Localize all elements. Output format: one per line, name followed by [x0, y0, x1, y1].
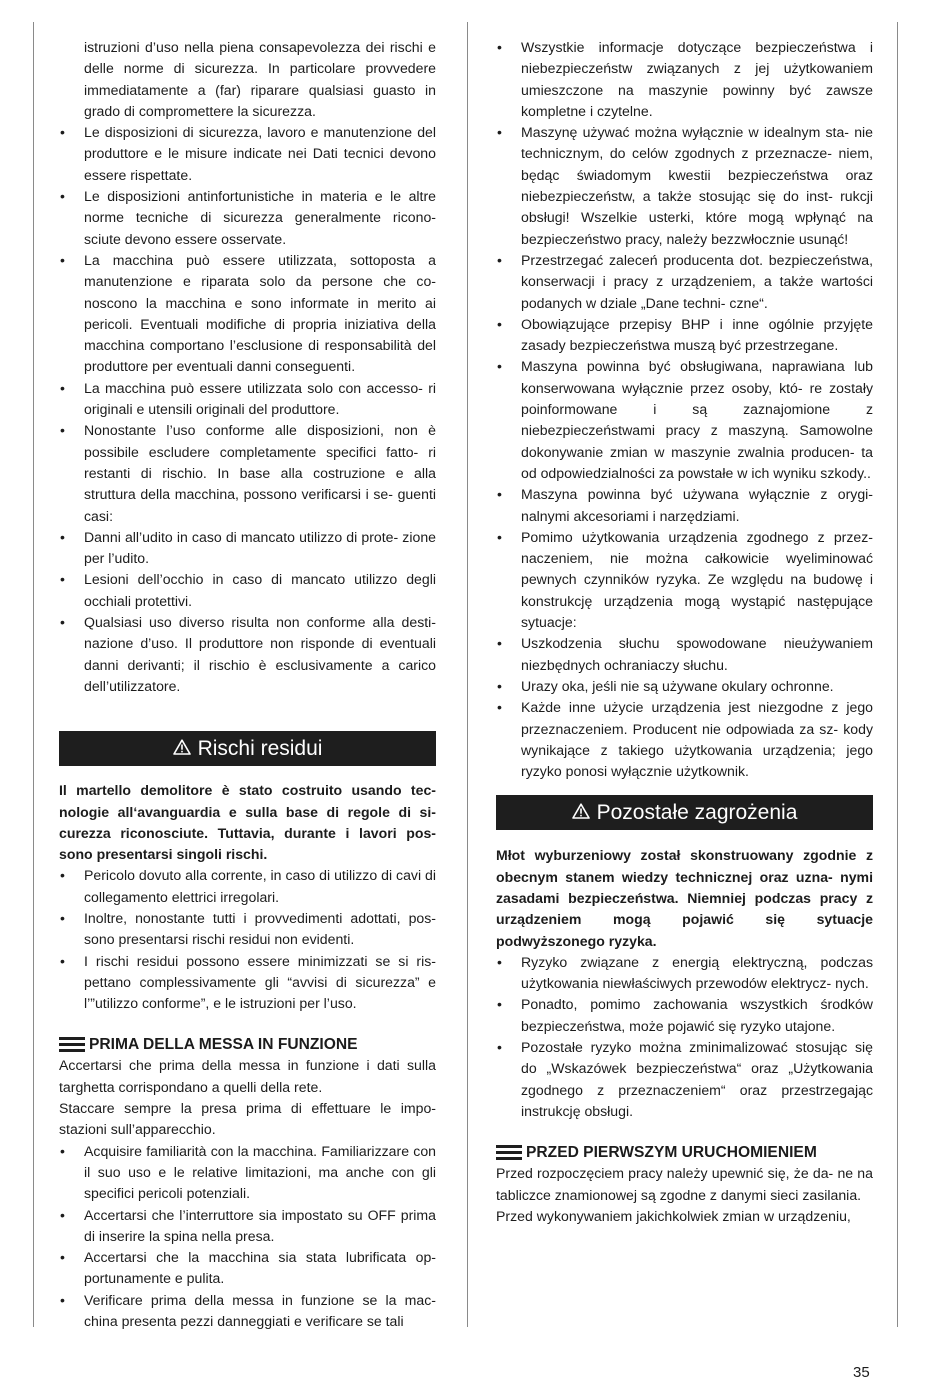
section-title: PRZED PIERWSZYM URUCHOMIENIEM [526, 1144, 817, 1162]
section-banner-rischi-residui [59, 731, 436, 766]
section-heading-przed-pierwszym [496, 1142, 873, 1163]
list-item: • Pomimo użytkowania urządzenia zgodnego z przez- naczeniem, nie można całkowicie wyeliminować pewnych czynników ryzyka. Ze względu na budowę i konstrukcję urządzenia mogą wystąpić następujące sytuacje: [496, 527, 873, 633]
list-item: • Ryzyko związane z energią elektryczną, podczas użytkowania niewłaściwych przewodów elektrycz- nych. [496, 952, 873, 995]
section-banner-pozostale-zagrozenia [496, 795, 873, 830]
list-item: • Maszynę używać można wyłącznie w idealnym sta- nie technicznym, do celów zgodnych z przeznacze- niem, będąc świadomym kwestii bezpieczeństwa oraz niebezpieczeństw, a także stosując się do inst- rukcji obsługi! Wszelkie usterki, które mogą wpłynąć na bezpieczeństwo pracy, należy bezzwłocznie usunąć! [496, 122, 873, 250]
list-item: • I rischi residui possono essere minimizzati se si ris- pettano complessivamente gli “avvisi di sicurezza” e l’”utilizzo conforme”, e le istruzioni per l’uso. [59, 951, 436, 1015]
left-column [59, 37, 436, 1332]
page-number: 35 [853, 1364, 870, 1381]
list-item: • Le disposizioni di sicurezza, lavoro e manutenzione del produttore e le misure indicate nei Dati tecnici devono essere rispettate. [59, 122, 436, 186]
list-item: • Przestrzegać zaleceń producenta dot. bezpieczeństwa, konserwacji i pracy z urządzeniem, a także wartości podanych w dziale „Dane techni- czne“. [496, 250, 873, 314]
list-item: • Ponadto, pomimo zachowania wszystkich środków bezpieczeństwa, może pojawić się ryzyko utajone. [496, 994, 873, 1037]
list-item: • Maszyna powinna być używana wyłącznie z orygi- nalnymi akcesoriami i narzędziami. [496, 484, 873, 527]
section-title: PRIMA DELLA MESSA IN FUNZIONE [89, 1036, 358, 1054]
list-item: • Uszkodzenia słuchu spowodowane nieużywaniem niezbędnych ochraniaczy słuchu. [496, 633, 873, 676]
list-item: • Verificare prima della messa in funzione se la mac- china presenta pezzi danneggiati e verificare se tali [59, 1290, 436, 1333]
list-item: • Accertarsi che l’interruttore sia impostato su OFF prima di inserire la spina nella presa. [59, 1205, 436, 1248]
banner-intro: Il martello demolitore è stato costruito usando tec- nologie all‘avanguardia e sulla base di regole di si- curezza riconosciute. Tuttavia, durante i lavori pos- sono presentarsi singoli rischi. [59, 782, 436, 863]
list-item: • Maszyna powinna być obsługiwana, naprawiana lub konserwowana wyłącznie przez osoby, któ- re zostały poinformowane i są zaznajomione z niebezpieczeństwami pracy z maszyną. Samowolne dokonywanie zmian w maszynie zwalnia producen- ta od odpowiedzialności za powstałe w ich wyniku szkody.. [496, 356, 873, 484]
list-item: • La macchina può essere utilizzata, sottoposta a manutenzione e riparata solo da persone che co- noscono la macchina e sono informate in merito ai pericoli. Eventuali modifiche di propria iniziativa della macchina comportano l’esclusione di responsabilità del produttore per eventuali danni conseguenti. [59, 250, 436, 378]
banner-intro: Młot wyburzeniowy został skonstruowany zgodnie z obecnym stanem wiedzy technicznej oraz uzna- nymi zasadami bezpieczeństwa. Niemniej podczas pracy z urządzeniem mogą pojawić się sytuacje podwyższonego ryzyka. [496, 847, 874, 949]
continued-text [59, 37, 436, 122]
right-column [496, 37, 873, 1227]
list-item: • Nonostante l’uso conforme alle disposizioni, non è possibile escludere completamente specifici fatto- ri restanti di rischio. In base alla costruzione e alla struttura della macchina, possono verificarsi i se- guenti casi: [59, 420, 436, 526]
list-item: • Inoltre, nonostante tutti i provvedimenti adottati, pos- sono presentarsi rischi residui non evidenti. [59, 908, 436, 951]
list-item: • Accertarsi che la macchina sia stata lubrificata op- portunamente e pulita. [59, 1247, 436, 1290]
list-item: • La macchina può essere utilizzata solo con accesso- ri originali e utensili originali del produttore. [59, 378, 436, 421]
column-rule-left [33, 22, 34, 1327]
text-line: e delle norme di sicurezza. In particolare provvedere [84, 39, 436, 77]
text-line: istruzioni d’uso nella piena consapevolezza dei rischi [84, 39, 423, 55]
paragraph: Accertarsi che prima della messa in funzione i dati sulla targhetta corrispondano a quelli della rete. [59, 1057, 436, 1095]
list-item: • Pozostałe ryzyko można zminimalizować stosując się do „Wskazówek bezpieczeństwa“ oraz „Użytkowania zgodnego z przeznaczeniem“ oraz przestrzegając instrukcję obsługi. [496, 1037, 873, 1122]
text-line: immediatamente a (far) riparare qualsiasi guasto in [84, 81, 436, 98]
column-rule-center [467, 22, 468, 1327]
menu-lines-icon [59, 1037, 85, 1052]
paragraph: Przed wykonywaniem jakichkolwiek zmian w urządzeniu, [496, 1207, 851, 1224]
warning-triangle-icon [173, 731, 191, 766]
section-heading-prima-della-messa [59, 1034, 436, 1055]
list-item: • Każde inne użycie urządzenia jest niezgodne z jego przeznaczeniem. Producent nie odpowiada za sz- kody wynikające z takiego użytkowania urządzenia; jego ryzyko ponosi wyłącznie użytkownik. [496, 697, 873, 782]
banner-title: Rischi residui [197, 737, 323, 761]
list-item: • Obowiązujące przepisy BHP i inne ogólnie przyjęte zasady bezpieczeństwa muszą być przestrzegane. [496, 314, 873, 357]
menu-lines-icon [496, 1145, 522, 1160]
text-line: grado di compromettere la sicurezza. [84, 102, 316, 119]
warning-triangle-icon [572, 795, 590, 830]
column-rule-right [897, 22, 898, 1327]
paragraph: Staccare sempre la presa prima di effettuare le impo- stazioni sull’apparecchio. [59, 1100, 436, 1138]
list-item: • Urazy oka, jeśli nie są używane okulary ochronne. [496, 676, 873, 697]
list-item: • Qualsiasi uso diverso risulta non conforme alla desti- nazione d’uso. Il produttore non risponde di eventuali danni derivanti; il rischio è esclusivamente a carico dell’utilizzatore. [59, 612, 436, 697]
list-item: • Danni all’udito in caso di mancato utilizzo di prote- zione per l’udito. [59, 527, 436, 570]
list-item: • Wszystkie informacje dotyczące bezpieczeństwa i niebezpieczeństw związanych z jej użytkowaniem umieszczone na maszynie powinny być zawsze kompletne i czytelne. [496, 37, 873, 122]
paragraph: Przed rozpoczęciem pracy należy upewnić się, że da- ne na tabliczce znamionowej są zgodne z danymi sieci zasilania. [496, 1165, 873, 1203]
list-item: • Acquisire familiarità con la macchina. Familiarizzare con il suo uso e le relative limitazioni, ma anche con gli specifici pericoli potenziali. [59, 1141, 436, 1205]
list-item: • Lesioni dell’occhio in caso di mancato utilizzo degli occhiali protettivi. [59, 569, 436, 612]
list-item: • Le disposizioni antinfortunistiche in materia e le altre norme tecniche di sicurezza generalmente ricono- sciute devono essere osservate. [59, 186, 436, 250]
banner-title: Pozostałe zagrożenia [596, 801, 798, 825]
list-item: • Pericolo dovuto alla corrente, in caso di utilizzo di cavi di collegamento elettrici irregolari. [59, 865, 436, 908]
